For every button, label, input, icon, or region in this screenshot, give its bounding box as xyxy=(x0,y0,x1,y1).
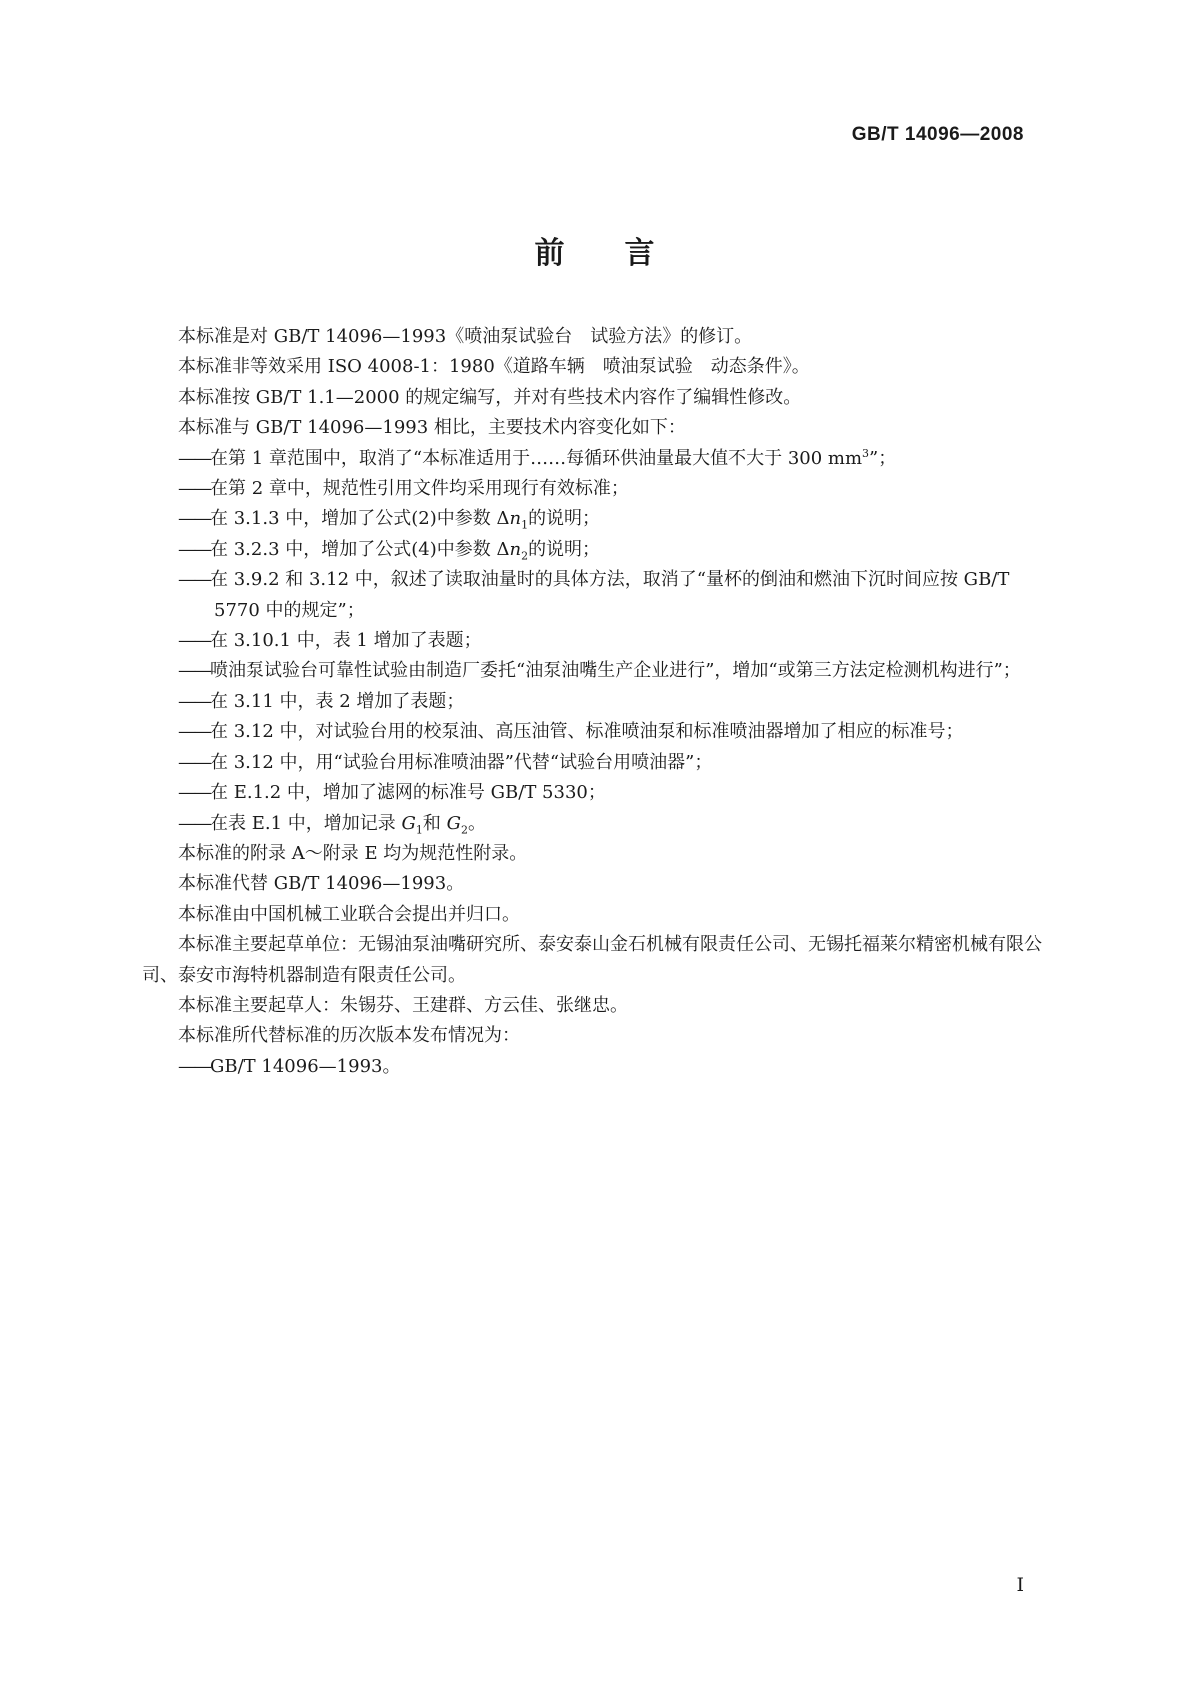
list-item: ——在 3.12 中，用“试验台用标准喷油器”代替“试验台用喷油器”； xyxy=(178,751,713,773)
history-item: ——GB/T 14096—1993。 xyxy=(178,1055,401,1077)
page-title xyxy=(0,228,1191,272)
standard-number: GB/T 14096—2008 xyxy=(851,124,1024,145)
title-char-2: 言 xyxy=(624,236,657,271)
foreword-body xyxy=(142,322,1054,1082)
paragraph-proposer: 本标准由中国机械工业联合会提出并归口。 xyxy=(178,903,520,925)
paragraph-replaces: 本标准代替 GB/T 14096—1993。 xyxy=(178,873,465,895)
paragraph-iso-adoption: 本标准非等效采用 ISO 4008-1：1980《道路车辆 喷油泵试验 动态条件》。 xyxy=(178,356,810,378)
paragraph-drafting-rules: 本标准按 GB/T 1.1—2000 的规定编写，并对有些技术内容作了编辑性修改。 xyxy=(178,386,802,408)
list-item: ——在第 1 章范围中，取消了“本标准适用于……每循环供油量最大值不大于 300 $mm^3$”； xyxy=(178,446,897,469)
paragraph-history-intro: 本标准所代替标准的历次版本发布情况为： xyxy=(178,1025,520,1047)
paragraph-changes-intro: 本标准与 GB/T 14096—1993 相比，主要技术内容变化如下： xyxy=(178,417,686,439)
list-item: ——在 3.12 中，对试验台用的校泵油、高压油管、标准喷油泵和标准喷油器增加了相应的标准号； xyxy=(178,721,964,743)
paragraph-drafting-units: 本标准主要起草单位：无锡油泵油嘴研究所、泰安泰山金石机械有限责任公司、无锡托福莱尔精密机械有限公司、泰安市海特机器制造有限责任公司。 xyxy=(142,934,1042,986)
paragraph-annexes: 本标准的附录 A～附录 E 均为规范性附录。 xyxy=(178,842,528,864)
list-item: ——在 3.9.2 和 3.12 中，叙述了读取油量时的具体方法，取消了“量杯的倒油和燃油下沉时间应按 GB/T 5770 中的规定”； xyxy=(178,569,1010,621)
page-number: I xyxy=(1016,1574,1024,1596)
list-item: ——在 3.11 中，表 2 增加了表题； xyxy=(178,690,465,712)
list-item: ——在 E.1.2 中，增加了滤网的标准号 GB/T 5330； xyxy=(178,782,606,804)
list-item: ——在表 E.1 中，增加记录 $G_1$和 $G_2$。 xyxy=(178,812,486,837)
list-item: ——在 3.10.1 中，表 1 增加了表题； xyxy=(178,630,482,652)
list-item: ——喷油泵试验台可靠性试验由制造厂委托“油泵油嘴生产企业进行”，增加“或第三方法定检测机构进行”； xyxy=(178,660,1021,682)
list-item: ——在 3.1.3 中，增加了公式(2)中参数 $\Delta n_1$的说明； xyxy=(178,508,601,533)
list-item: ——在 3.2.3 中，增加了公式(4)中参数 $\Delta n_2$的说明； xyxy=(178,538,601,563)
paragraph-drafters: 本标准主要起草人：朱锡芬、王建群、方云佳、张继忠。 xyxy=(178,994,628,1016)
paragraph-revision: 本标准是对 GB/T 14096—1993《喷油泵试验台 试验方法》的修订。 xyxy=(178,326,753,347)
title-char-1: 前 xyxy=(534,236,567,271)
changes-list xyxy=(142,444,1054,839)
list-item: ——在第 2 章中，规范性引用文件均采用现行有效标准； xyxy=(178,478,629,500)
